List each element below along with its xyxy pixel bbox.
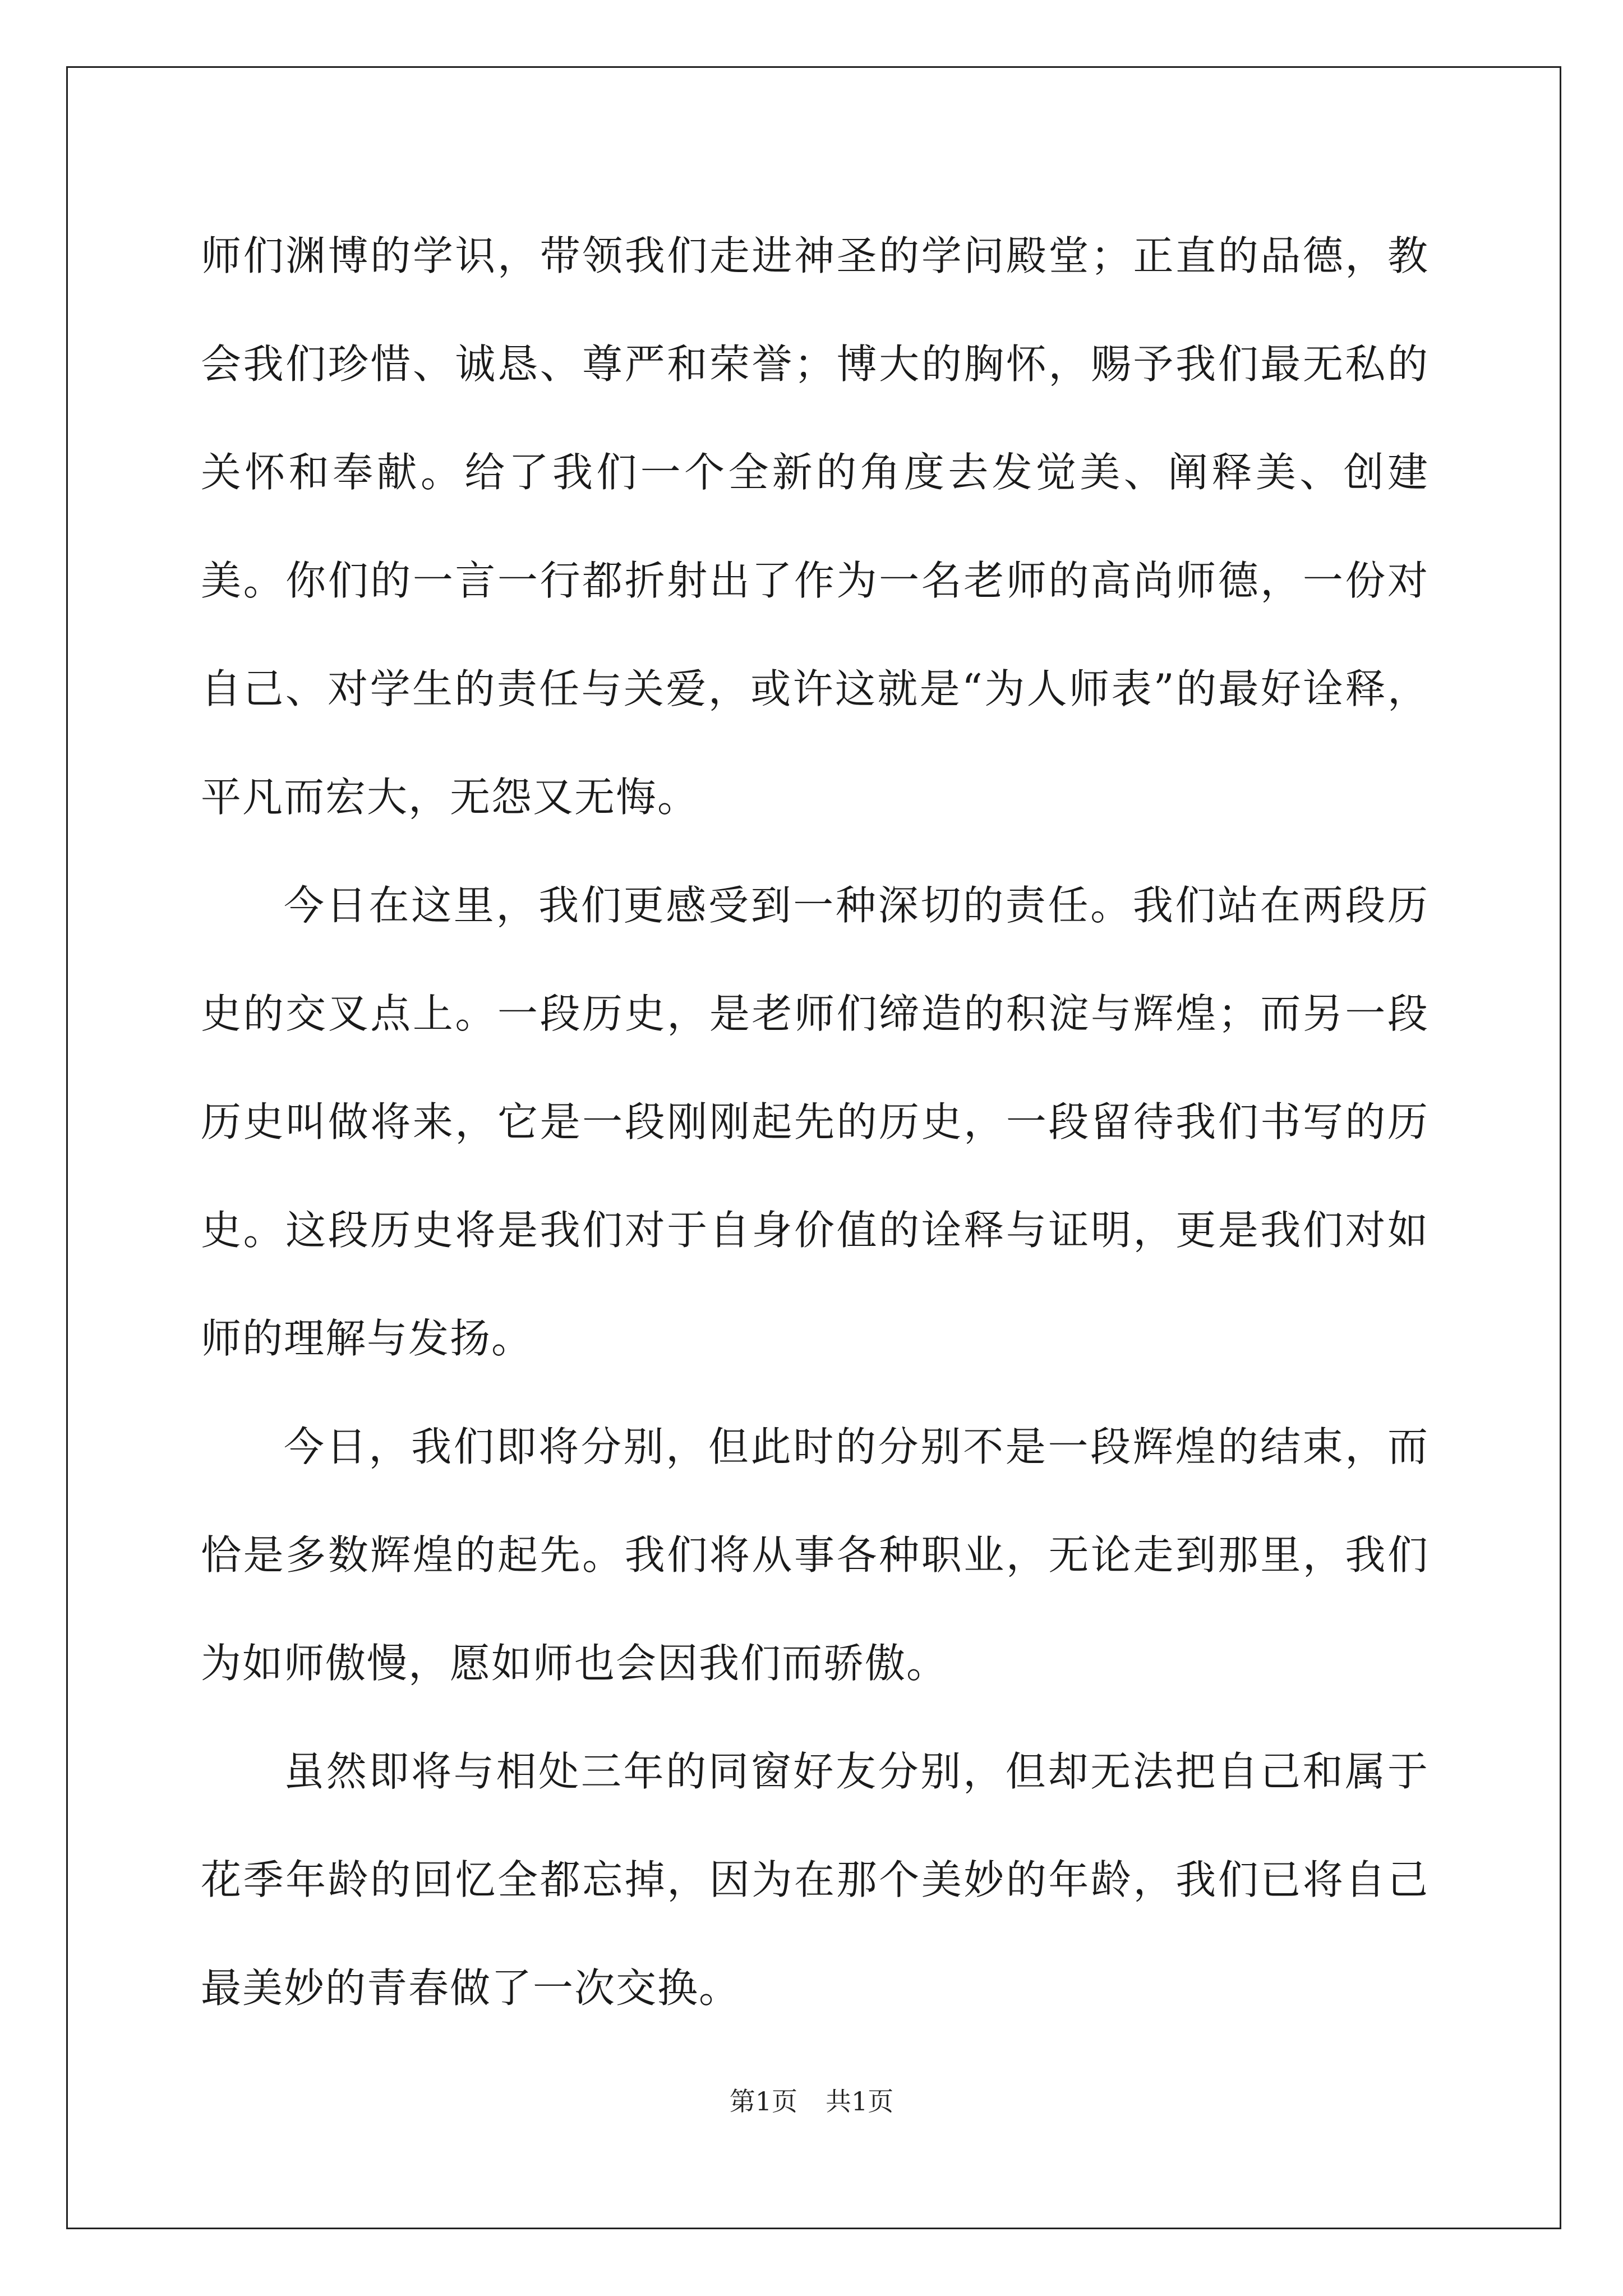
paragraph-4: 虽然即将与相处三年的同窗好友分别，但却无法把自己和属于花季年龄的回忆全都忘掉，因为在那个美妙的年龄，我们已将自己最美妙的青春做了一次交换。: [201, 1748, 1429, 2012]
page-footer: [0, 2081, 1623, 2118]
document-body: [201, 202, 1429, 2042]
page-total: 共1页: [826, 2086, 894, 2116]
page-number: 第1页: [729, 2086, 797, 2116]
paragraph-2: 今日在这里，我们更感受到一种深切的责任。我们站在两段历史的交叉点上。一段历史，是老师们缔造的积淀与辉煌；而另一段历史叫做将来，它是一段刚刚起先的历史，一段留待我们书写的历史。这段历史将是我们对于自身价值的诠释与证明，更是我们对如师的理解与发扬。: [201, 882, 1429, 1362]
paragraph-1: 师们渊博的学识，带领我们走进神圣的学问殿堂；正直的品德，教会我们珍惜、诚恳、尊严和荣誉；博大的胸怀，赐予我们最无私的关怀和奉献。给了我们一个全新的角度去发觉美、阐释美、创建美。你们的一言一行都折射出了作为一名老师的高尚师德，一份对自己、对学生的责任与关爱，或许这就是“为人师表”的最好诠释，平凡而宏大，无怨又无悔。: [201, 232, 1429, 821]
paragraph-3: 今日，我们即将分别，但此时的分别不是一段辉煌的结束，而恰是多数辉煌的起先。我们将从事各种职业，无论走到那里，我们为如师傲慢，愿如师也会因我们而骄傲。: [201, 1423, 1429, 1687]
